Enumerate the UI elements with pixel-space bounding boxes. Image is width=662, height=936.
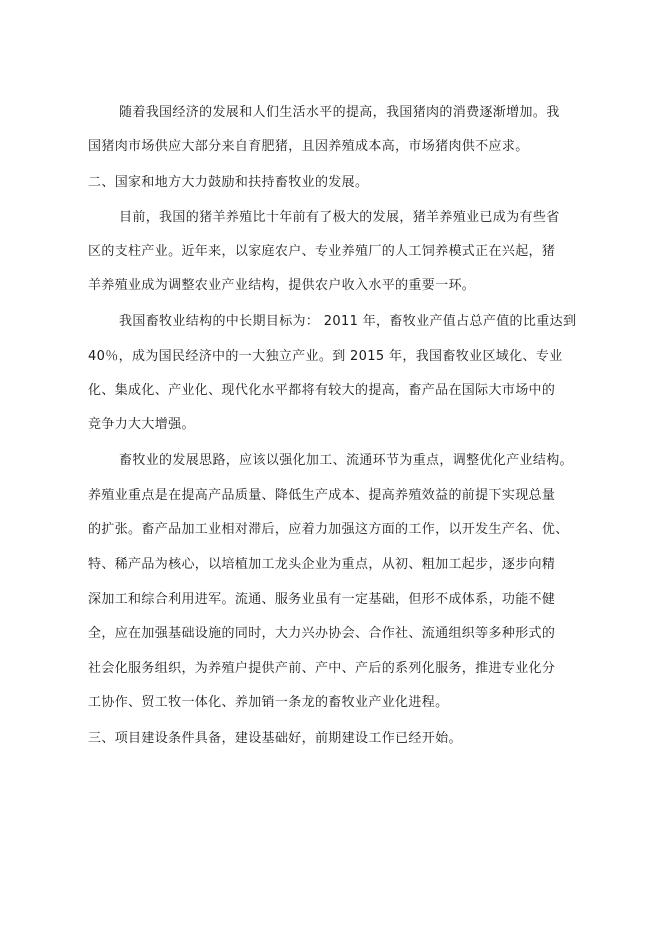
text-line: 我国畜牧业结构的中长期目标为： 2011 年，畜牧业产值占总产值的比重达到 [119,314,577,329]
text-line: 目前，我国的猪羊养殖比十年前有了极大的发展，猪羊养殖业已成为有些省 [119,210,560,225]
text-line: 竞争力大大增强。 [88,417,195,432]
text-line: 畜牧业的发展思路，应该以强化加工、流通环节为重点，调整优化产业结构。 [119,453,573,468]
text-line: 特、稀产品为核心，以培植加工龙头企业为重点，从初、粗加工起步，逐步向精 [88,557,556,572]
text-line: 化、集成化、产业化、现代化水平都将有较大的提高，畜产品在国际大市场中的 [88,383,556,398]
text-line: 40％，成为国民经济中的一大独立产业。到 2015 年，我国畜牧业区域化、专业 [88,349,563,364]
section-heading-3: 三、项目建设条件具备，建设基础好，前期建设工作已经开始。 [88,731,462,746]
text-line: 全，应在加强基础设施的同时，大力兴办协会、合作社、流通组织等多种形式的 [88,626,556,641]
section-heading-2: 二、国家和地方大力鼓励和扶持畜牧业的发展。 [88,175,369,190]
text-line: 工协作、贸工牧一体化、养加销一条龙的畜牧业产业化进程。 [88,695,449,710]
text-line: 国猪肉市场供应大部分来自育肥猪，且因养殖成本高，市场猪肉供不应求。 [88,139,529,154]
text-line: 养殖业重点是在提高产品质量、降低生产成本、提高养殖效益的前提下实现总量 [88,488,556,503]
text-line: 区的支柱产业。近年来，以家庭农户、专业养殖厂的人工饲养模式正在兴起，猪 [88,244,556,259]
text-line: 羊养殖业成为调整农业产业结构，提供农户收入水平的重要一环。 [88,278,476,293]
text-line: 随着我国经济的发展和人们生活水平的提高，我国猪肉的消费逐渐增加。我 [119,105,560,120]
text-line: 深加工和综合利用进军。流通、服务业虽有一定基础，但形不成体系，功能不健 [88,592,556,607]
text-line: 社会化服务组织，为养殖户提供产前、产中、产后的系列化服务，推进专业化分 [88,661,556,676]
text-line: 的扩张。畜产品加工业相对滞后，应着力加强这方面的工作，以开发生产名、优、 [88,522,569,537]
